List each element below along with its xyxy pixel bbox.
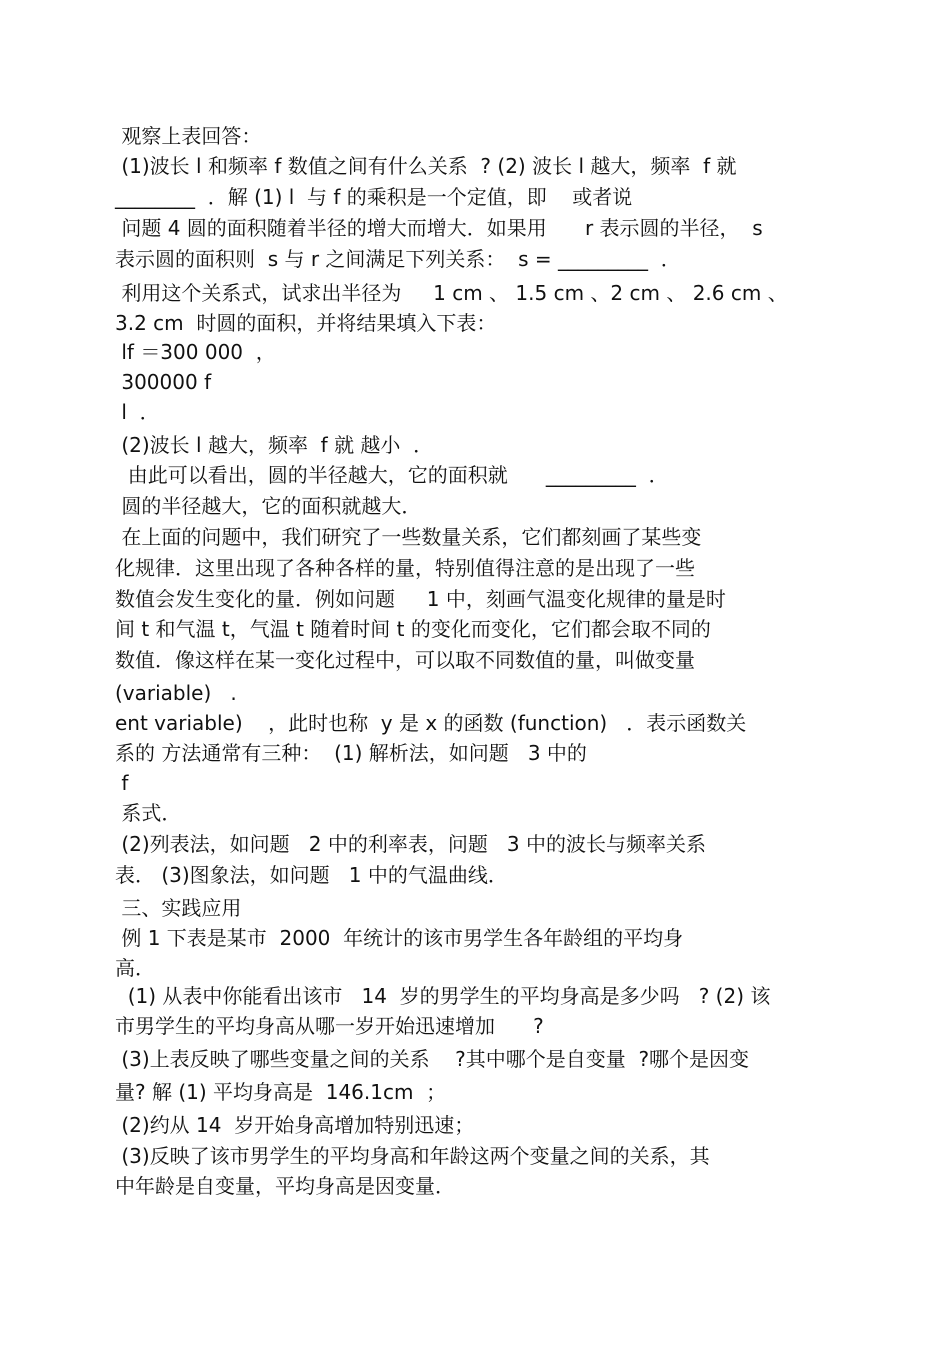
text-line: 圆的半径越大，它的面积就越大．	[115, 494, 422, 518]
text-line: 量? 解 (1) 平均身高是 146.1cm ；	[115, 1080, 447, 1104]
text-line: 观察上表回答：	[115, 124, 262, 148]
text-line: 利用这个关系式，试求出半径为 1 cm 、 1.5 cm 、2 cm 、 2.6 cm 、	[115, 281, 788, 305]
section-heading: 三、实践应用	[115, 896, 242, 920]
text-line: 市男学生的平均身高从哪一岁开始迅速增加 ?	[115, 1014, 544, 1038]
text-line: (1)波长 l 和频率 f 数值之间有什么关系 ? (2) 波长 l 越大，频率 f 就	[115, 154, 737, 178]
text-line: (3)上表反映了哪些变量之间的关系 ?其中哪个是自变量 ?哪个是因变	[115, 1047, 750, 1071]
text-line: 例 1 下表是某市 2000 年统计的该市男学生各年龄组的平均身	[115, 926, 684, 950]
text-line: 在上面的问题中，我们研究了一些数量关系，它们都刻画了某些变	[115, 525, 702, 549]
text-line: 表． (3)图象法，如问题 1 中的气温曲线．	[115, 863, 508, 887]
text-line: 数值．像这样在某一变化过程中，可以取不同数值的量，叫做变量	[115, 648, 695, 672]
text-line: (variable) .	[115, 681, 237, 705]
text-line: 系式．	[115, 801, 182, 825]
text-line: 300000 f	[115, 370, 212, 394]
text-line: f	[115, 771, 129, 795]
text-line: 化规律．这里出现了各种各样的量，特别值得注意的是出现了一些	[115, 556, 695, 580]
text-line: l ．	[115, 400, 160, 424]
text-line: (1) 从表中你能看出该市 14 岁的男学生的平均身高是多少吗 ? (2) 该	[115, 984, 771, 1008]
text-line: 由此可以看出，圆的半径越大，它的面积就 _________ ．	[115, 463, 669, 487]
text-line: 系的 方法通常有三种： (1) 解析法，如问题 3 中的	[115, 741, 587, 765]
text-line: 3.2 cm 时圆的面积，并将结果填入下表：	[115, 311, 497, 335]
text-line: 高．	[115, 956, 155, 980]
text-line: 表示圆的面积则 s 与 r 之间满足下列关系： s = _________ ．	[115, 247, 681, 271]
text-line: 数值会发生变化的量．例如问题 1 中，刻画气温变化规律的量是时	[115, 587, 726, 611]
text-line: (2)约从 14 岁开始身高增加特别迅速；	[115, 1113, 475, 1137]
text-line: (2)列表法，如问题 2 中的利率表，问题 3 中的波长与频率关系	[115, 832, 706, 856]
text-line: lf ＝300 000 ，	[115, 340, 276, 364]
text-line: (3)反映了该市男学生的平均身高和年龄这两个变量之间的关系，其	[115, 1144, 710, 1168]
text-line: ________ ．解 (1) l 与 f 的乘积是一个定值，即 或者说	[115, 185, 633, 209]
text-line: 间 t 和气温 t，气温 t 随着时间 t 的变化而变化，它们都会取不同的	[115, 617, 711, 641]
text-line: 问题 4 圆的面积随着半径的增大而增大．如果用 r 表示圆的半径， s	[115, 216, 763, 240]
text-line: 中年龄是自变量，平均身高是因变量．	[115, 1174, 455, 1198]
text-line: (2)波长 l 越大，频率 f 就 越小 ．	[115, 433, 434, 457]
text-line: ent variable) ，此时也称 y 是 x 的函数 (function) ．表示函数关	[115, 711, 747, 735]
